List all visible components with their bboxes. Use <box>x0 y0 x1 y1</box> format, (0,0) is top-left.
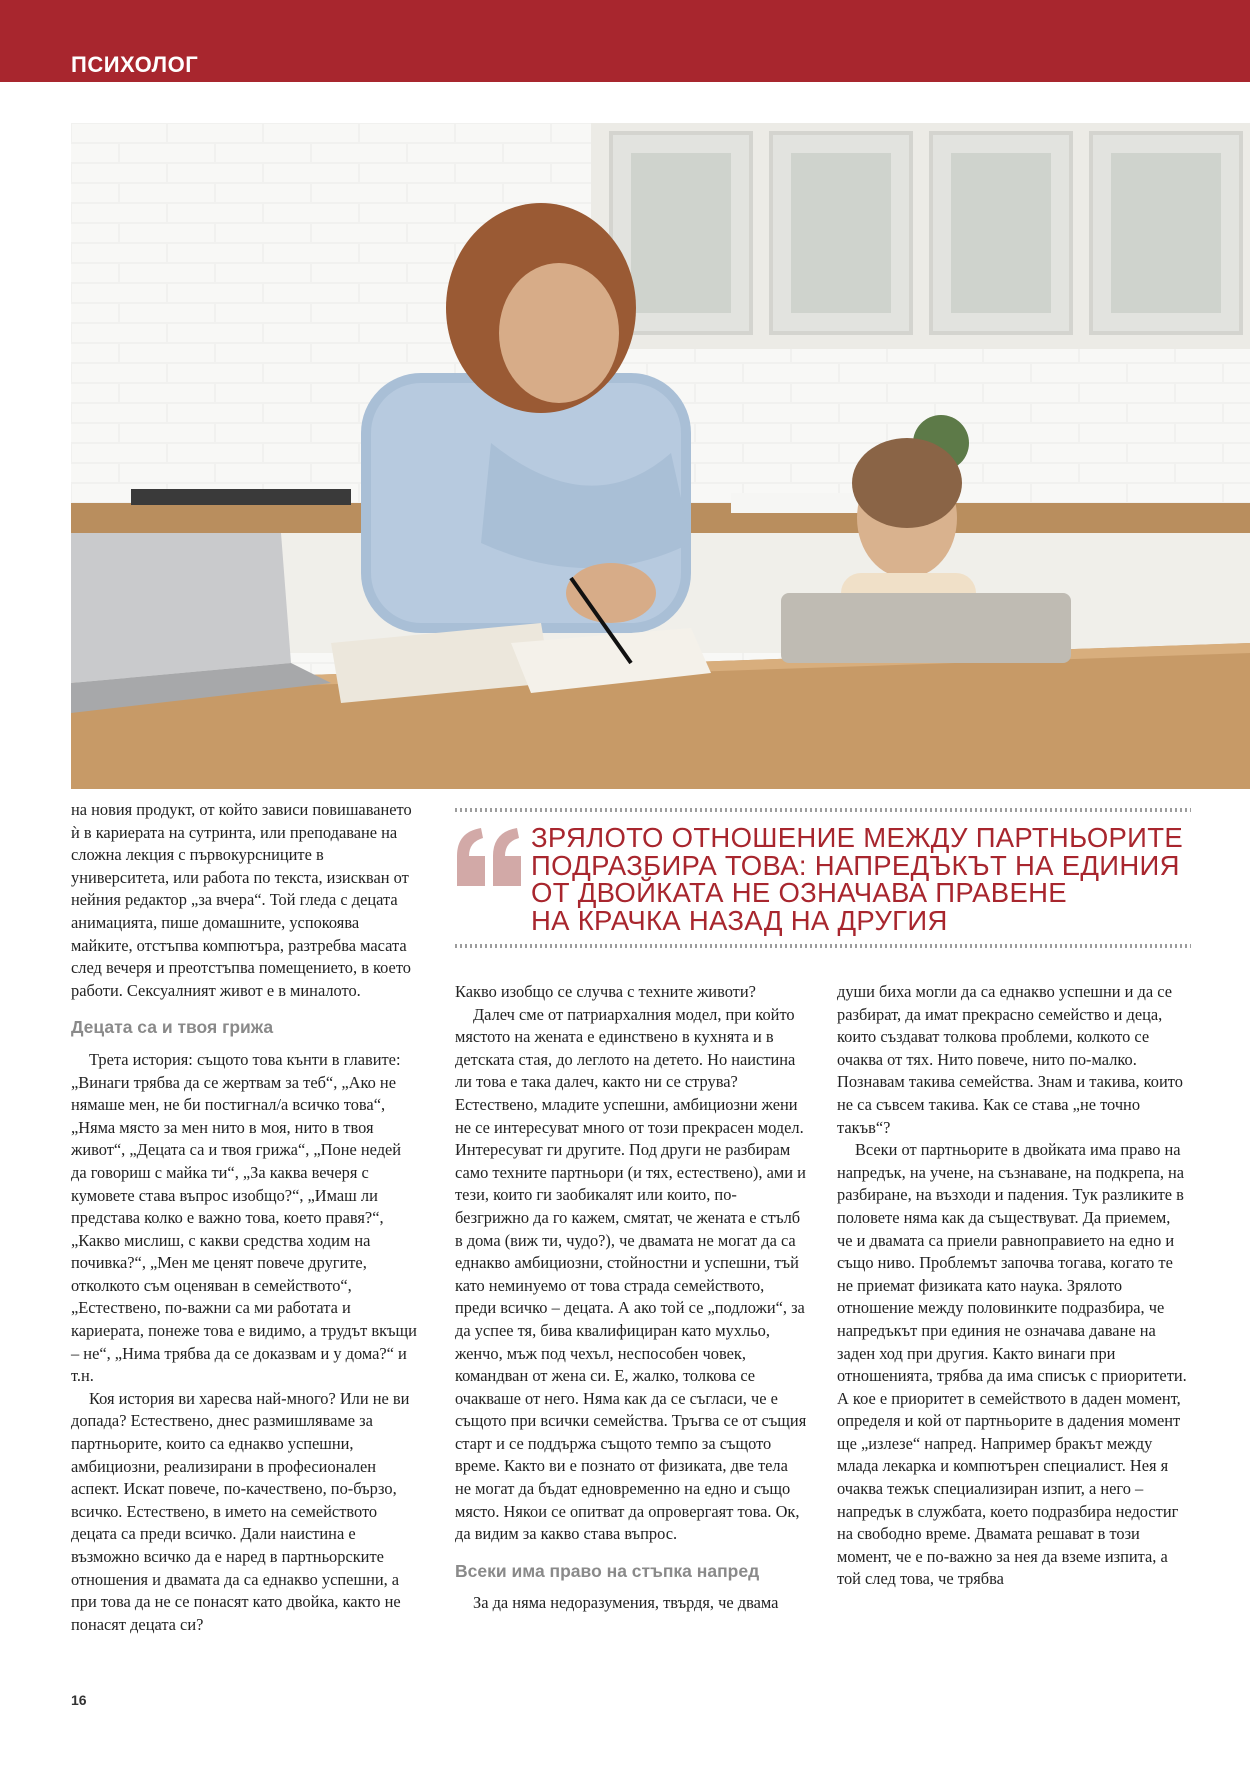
section-label: ПСИХОЛОГ <box>71 52 199 77</box>
quote-rule-top <box>455 808 1191 812</box>
page-number: 16 <box>71 1692 87 1708</box>
quote-mark-icon <box>455 826 525 886</box>
hero-photo <box>71 123 1250 789</box>
quote-line: ПОДРАЗБИРА ТОВА: НАПРЕДЪКЪТ НА ЕДИНИЯ <box>531 849 1180 881</box>
subheading-children: Децата са и твоя грижа <box>71 1017 274 1038</box>
col2-paragraph-1: Какво изобщо се случва с техните животи? <box>455 982 756 1001</box>
col2-paragraph-3: За да няма недоразумения, твърдя, че двама <box>473 1593 779 1613</box>
col3-paragraph-2: Всеки от партньорите в двойката има право на напредък, на учене, на съзнаване, на подкрепа, на разбиране, на възходи и падения. Тук разликите в половете няма как да съществуват. Да приемем, че и двамата са приели равноправието на едно и също ниво. Проблемът започва тогава, когато те не приемат физиката като наука. Зрялото отношение между половинките подразбира, че напредъкът при единия не означава даване на заден ход при другия. Както винаги при отношенията, трябва да има списък с приоритети. А кое е приоритет в семейството в даден момент, определя и кой от партньорите в дадения момент ще „излезе“ напред. Например бракът между млада лекарка и компютърен специалист. Нея я очаква тежък специализиран изпит, а него – напредък в службата, което подразбира недостиг на свободно време. Двамата решават в този момент, че е по-важно за нея да вземе изпита, а той след това, че трябва <box>837 1140 1187 1589</box>
col1-paragraph-3: Коя история ви харесва най-много? Или не ви допада? Естествено, днес размишляваме за партньорите, които са еднакво успешни, амбициозни, реализирани в професионален аспект. Искат повече, по-качествено, по-бързо, всичко. Естествено, в името на семейството децата са преди всичко. Дали наистина е възможно всичко да е наред в партньорските отношения и двамата да са еднакво успешни, а при това да не се понасят като двойка, както не понасят децата си? <box>71 1388 410 1634</box>
pull-quote <box>455 808 1191 956</box>
quote-line: ОТ ДВОЙКАТА НЕ ОЗНАЧАВА ПРАВЕНЕ <box>531 877 1067 908</box>
column-3 <box>837 981 1189 1591</box>
col1-paragraph-2: Трета история: същото това кънти в главите: „Винаги трябва да се жертвам за теб“, „Ако не нямаше мен, не би постигнал/а всичко това“, „Няма място за мен нито в моя, нито в твоя живот“, „Децата са и твоя грижа“, „Поне недей да говориш с майка ти“, „За каква вечеря с кумовете става въпрос изобщо?“, „Имаш ли представа колко е важно това, което правя?“, „Какво мислиш, с какви средства ходим на почивка?“, „Мен ме ценят повече другите, отколкото съм оценяван в семейството“, „Естествено, по-важни са ми работата и кариерата, понеже това е видимо, а трудът вкъщи – не“, „Нима трябва да се доказвам и у дома?“ и т.н. <box>71 1049 417 1386</box>
quote-text <box>531 824 1191 934</box>
col2-paragraph-2: Далеч сме от патриархалния модел, при който мястото на жената е единствено в кухнята и в детската стая, до леглото на детето. Но наистина ли това е така далеч, както ни се струва? Естествено, младите успешни, амбициозни жени не се интересуват много от този прекрасен модел. Интересуват ги другите. Под други не разбирам само техните партньори (и тях, естествено), ами и тези, които ги заобикалят или които, по-безгрижно да го кажем, смятат, че жената е стълб в дома (виж ти, чудо?), че двамата не могат да са еднакво амбициозни, стойностни и успешни, тъй като неминуемо от това страда семейството, преди всичко – децата. А ако той се „подложи“, за да успее тя, бива квалифициран като мухльо, женчо, мъж под чехъл, неспособен човек, командван от жена си. Е, жалко, толкова се очакваше от него. Няма как да се съгласи, че е същото при всички семейства. Тръгва се от същия старт и се поддържа същото темпо за същото време. Както ви е познато от физиката, две тела не могат да бъдат едновременно на едно и също място. Някои се опитват да опровергаят това. Ок, да видим за какво става въпрос. <box>455 1004 807 1544</box>
quote-rule-bottom <box>455 944 1191 948</box>
quote-line: НА КРАЧКА НАЗАД НА ДРУГИЯ <box>531 904 948 936</box>
header-band <box>0 0 1250 82</box>
col3-paragraph-1: души биха могли да са еднакво успешни и да се разбират, да имат прекрасно семейство и деца, които създават толкова проблеми, колкото се очаква от тях. Нито повече, нито по-малко. Познавам такива семейства. Знам и такива, които не са съвсем такива. Как се става „не точно такъв“? <box>837 982 1183 1137</box>
col1-paragraph-1: на новия продукт, от който зависи повишаването ѝ в кариерата на сутринта, или преподаване на сложна лекция с първокурсниците в университета, или работа по текста, изискван от нейния редактор „за вчера“. Той гледа с децата анимацията, пише домашните, успокоява майките, отстъпва компютъра, разтребва масата след вечеря и преотстъпва помещението, в което работи. Сексуалният живот е в миналото. <box>71 800 412 1000</box>
quote-line: ЗРЯЛОТО ОТНОШЕНИЕ МЕЖДУ ПАРТНЬОРИТЕ <box>531 822 1183 853</box>
subheading-step-forward: Всеки има право на стъпка напред <box>455 1560 760 1581</box>
column-2 <box>455 981 807 1615</box>
column-1 <box>71 799 417 1636</box>
